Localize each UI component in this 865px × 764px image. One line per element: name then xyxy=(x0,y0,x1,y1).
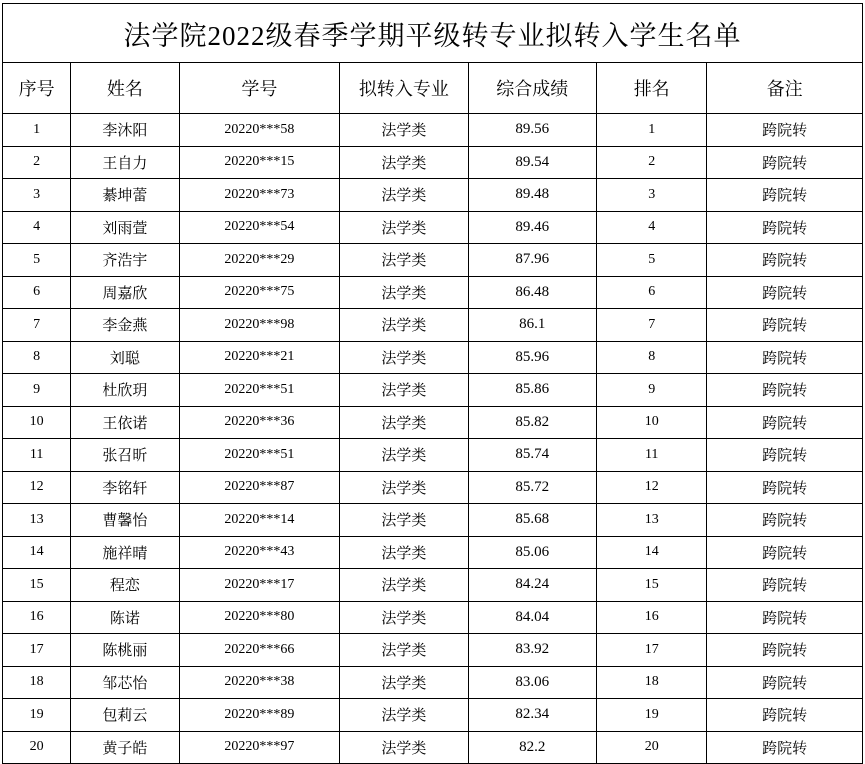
cell-student-id: 20220***98 xyxy=(179,309,340,342)
column-header-score: 综合成绩 xyxy=(468,63,596,114)
cell-rank: 10 xyxy=(597,406,707,439)
cell-major: 法学类 xyxy=(340,666,468,699)
cell-seq: 9 xyxy=(3,374,71,407)
cell-score: 84.04 xyxy=(468,601,596,634)
cell-rank: 19 xyxy=(597,699,707,732)
student-transfer-table xyxy=(2,3,863,764)
cell-score: 89.46 xyxy=(468,211,596,244)
column-header-student-id: 学号 xyxy=(179,63,340,114)
document-title: 法学院2022级春季学期平级转专业拟转入学生名单 xyxy=(3,4,863,63)
cell-name: 杜欣玥 xyxy=(71,374,179,407)
cell-note: 跨院转 xyxy=(707,504,863,537)
cell-rank: 13 xyxy=(597,504,707,537)
cell-student-id: 20220***54 xyxy=(179,211,340,244)
column-header-note: 备注 xyxy=(707,63,863,114)
table-row xyxy=(3,439,863,472)
cell-note: 跨院转 xyxy=(707,406,863,439)
cell-score: 85.68 xyxy=(468,504,596,537)
cell-name: 王依诺 xyxy=(71,406,179,439)
cell-name: 陈桃丽 xyxy=(71,634,179,667)
cell-major: 法学类 xyxy=(340,439,468,472)
table-row xyxy=(3,374,863,407)
cell-student-id: 20220***89 xyxy=(179,699,340,732)
cell-note: 跨院转 xyxy=(707,666,863,699)
cell-rank: 15 xyxy=(597,569,707,602)
cell-rank: 17 xyxy=(597,634,707,667)
cell-rank: 4 xyxy=(597,211,707,244)
cell-score: 89.54 xyxy=(468,146,596,179)
cell-major: 法学类 xyxy=(340,374,468,407)
table-row xyxy=(3,114,863,147)
cell-score: 83.06 xyxy=(468,666,596,699)
cell-seq: 19 xyxy=(3,699,71,732)
cell-major: 法学类 xyxy=(340,276,468,309)
cell-seq: 3 xyxy=(3,179,71,212)
cell-note: 跨院转 xyxy=(707,309,863,342)
cell-score: 87.96 xyxy=(468,244,596,277)
cell-score: 85.86 xyxy=(468,374,596,407)
column-header-name: 姓名 xyxy=(71,63,179,114)
cell-seq: 12 xyxy=(3,471,71,504)
cell-major: 法学类 xyxy=(340,114,468,147)
cell-rank: 18 xyxy=(597,666,707,699)
cell-note: 跨院转 xyxy=(707,699,863,732)
cell-name: 刘雨萱 xyxy=(71,211,179,244)
cell-rank: 14 xyxy=(597,536,707,569)
cell-note: 跨院转 xyxy=(707,146,863,179)
table-row xyxy=(3,309,863,342)
cell-rank: 3 xyxy=(597,179,707,212)
cell-major: 法学类 xyxy=(340,406,468,439)
cell-score: 82.2 xyxy=(468,731,596,764)
table-row xyxy=(3,471,863,504)
cell-name: 齐浩宇 xyxy=(71,244,179,277)
cell-seq: 7 xyxy=(3,309,71,342)
cell-student-id: 20220***15 xyxy=(179,146,340,179)
cell-note: 跨院转 xyxy=(707,536,863,569)
cell-rank: 1 xyxy=(597,114,707,147)
cell-rank: 16 xyxy=(597,601,707,634)
cell-seq: 13 xyxy=(3,504,71,537)
cell-score: 85.96 xyxy=(468,341,596,374)
column-header-rank: 排名 xyxy=(597,63,707,114)
cell-note: 跨院转 xyxy=(707,179,863,212)
cell-major: 法学类 xyxy=(340,309,468,342)
cell-student-id: 20220***36 xyxy=(179,406,340,439)
cell-seq: 11 xyxy=(3,439,71,472)
cell-name: 周嘉欣 xyxy=(71,276,179,309)
cell-seq: 20 xyxy=(3,731,71,764)
cell-note: 跨院转 xyxy=(707,731,863,764)
table-row xyxy=(3,666,863,699)
cell-score: 85.06 xyxy=(468,536,596,569)
cell-name: 刘聪 xyxy=(71,341,179,374)
cell-rank: 12 xyxy=(597,471,707,504)
cell-major: 法学类 xyxy=(340,211,468,244)
cell-rank: 2 xyxy=(597,146,707,179)
cell-seq: 10 xyxy=(3,406,71,439)
table-row xyxy=(3,276,863,309)
cell-student-id: 20220***80 xyxy=(179,601,340,634)
cell-major: 法学类 xyxy=(340,244,468,277)
cell-major: 法学类 xyxy=(340,341,468,374)
cell-major: 法学类 xyxy=(340,146,468,179)
cell-major: 法学类 xyxy=(340,179,468,212)
cell-name: 包莉云 xyxy=(71,699,179,732)
cell-major: 法学类 xyxy=(340,699,468,732)
cell-seq: 17 xyxy=(3,634,71,667)
cell-note: 跨院转 xyxy=(707,569,863,602)
cell-note: 跨院转 xyxy=(707,211,863,244)
cell-major: 法学类 xyxy=(340,536,468,569)
cell-student-id: 20220***51 xyxy=(179,374,340,407)
cell-major: 法学类 xyxy=(340,731,468,764)
cell-note: 跨院转 xyxy=(707,439,863,472)
table-row xyxy=(3,179,863,212)
cell-rank: 9 xyxy=(597,374,707,407)
cell-note: 跨院转 xyxy=(707,471,863,504)
title-row xyxy=(3,4,863,63)
cell-name: 黄子皓 xyxy=(71,731,179,764)
table-row xyxy=(3,569,863,602)
cell-student-id: 20220***17 xyxy=(179,569,340,602)
table-row xyxy=(3,601,863,634)
cell-rank: 20 xyxy=(597,731,707,764)
table-row xyxy=(3,406,863,439)
cell-student-id: 20220***51 xyxy=(179,439,340,472)
table-row xyxy=(3,341,863,374)
cell-student-id: 20220***66 xyxy=(179,634,340,667)
cell-rank: 11 xyxy=(597,439,707,472)
cell-seq: 18 xyxy=(3,666,71,699)
cell-seq: 8 xyxy=(3,341,71,374)
document-page xyxy=(0,3,865,757)
cell-score: 84.24 xyxy=(468,569,596,602)
cell-name: 张召昕 xyxy=(71,439,179,472)
cell-student-id: 20220***38 xyxy=(179,666,340,699)
table-row xyxy=(3,504,863,537)
cell-name: 曹馨怡 xyxy=(71,504,179,537)
cell-name: 李沐阳 xyxy=(71,114,179,147)
cell-student-id: 20220***87 xyxy=(179,471,340,504)
cell-note: 跨院转 xyxy=(707,601,863,634)
cell-score: 86.48 xyxy=(468,276,596,309)
column-header-major: 拟转入专业 xyxy=(340,63,468,114)
cell-note: 跨院转 xyxy=(707,374,863,407)
cell-score: 82.34 xyxy=(468,699,596,732)
table-row xyxy=(3,146,863,179)
cell-major: 法学类 xyxy=(340,634,468,667)
column-header-seq: 序号 xyxy=(3,63,71,114)
cell-student-id: 20220***73 xyxy=(179,179,340,212)
cell-student-id: 20220***29 xyxy=(179,244,340,277)
cell-rank: 8 xyxy=(597,341,707,374)
cell-name: 施祥晴 xyxy=(71,536,179,569)
cell-name: 陈诺 xyxy=(71,601,179,634)
cell-note: 跨院转 xyxy=(707,341,863,374)
cell-major: 法学类 xyxy=(340,601,468,634)
cell-student-id: 20220***21 xyxy=(179,341,340,374)
cell-major: 法学类 xyxy=(340,471,468,504)
cell-student-id: 20220***14 xyxy=(179,504,340,537)
cell-student-id: 20220***97 xyxy=(179,731,340,764)
cell-rank: 6 xyxy=(597,276,707,309)
cell-student-id: 20220***75 xyxy=(179,276,340,309)
cell-rank: 7 xyxy=(597,309,707,342)
cell-score: 85.72 xyxy=(468,471,596,504)
table-row xyxy=(3,634,863,667)
cell-student-id: 20220***43 xyxy=(179,536,340,569)
cell-seq: 1 xyxy=(3,114,71,147)
cell-score: 86.1 xyxy=(468,309,596,342)
cell-note: 跨院转 xyxy=(707,276,863,309)
cell-note: 跨院转 xyxy=(707,634,863,667)
cell-seq: 6 xyxy=(3,276,71,309)
table-row xyxy=(3,536,863,569)
cell-note: 跨院转 xyxy=(707,244,863,277)
cell-name: 王自力 xyxy=(71,146,179,179)
cell-score: 83.92 xyxy=(468,634,596,667)
cell-rank: 5 xyxy=(597,244,707,277)
cell-student-id: 20220***58 xyxy=(179,114,340,147)
table-row xyxy=(3,244,863,277)
table-body xyxy=(3,4,863,764)
cell-name: 邹芯怡 xyxy=(71,666,179,699)
cell-score: 85.74 xyxy=(468,439,596,472)
cell-major: 法学类 xyxy=(340,504,468,537)
cell-name: 程恋 xyxy=(71,569,179,602)
cell-name: 李金燕 xyxy=(71,309,179,342)
cell-seq: 4 xyxy=(3,211,71,244)
cell-seq: 2 xyxy=(3,146,71,179)
cell-major: 法学类 xyxy=(340,569,468,602)
cell-seq: 14 xyxy=(3,536,71,569)
cell-score: 89.48 xyxy=(468,179,596,212)
cell-score: 89.56 xyxy=(468,114,596,147)
table-row xyxy=(3,699,863,732)
cell-note: 跨院转 xyxy=(707,114,863,147)
cell-score: 85.82 xyxy=(468,406,596,439)
cell-name: 綦坤蕾 xyxy=(71,179,179,212)
table-row xyxy=(3,731,863,764)
cell-seq: 15 xyxy=(3,569,71,602)
cell-seq: 5 xyxy=(3,244,71,277)
table-row xyxy=(3,211,863,244)
cell-name: 李铭轩 xyxy=(71,471,179,504)
cell-seq: 16 xyxy=(3,601,71,634)
table-header-row xyxy=(3,63,863,114)
